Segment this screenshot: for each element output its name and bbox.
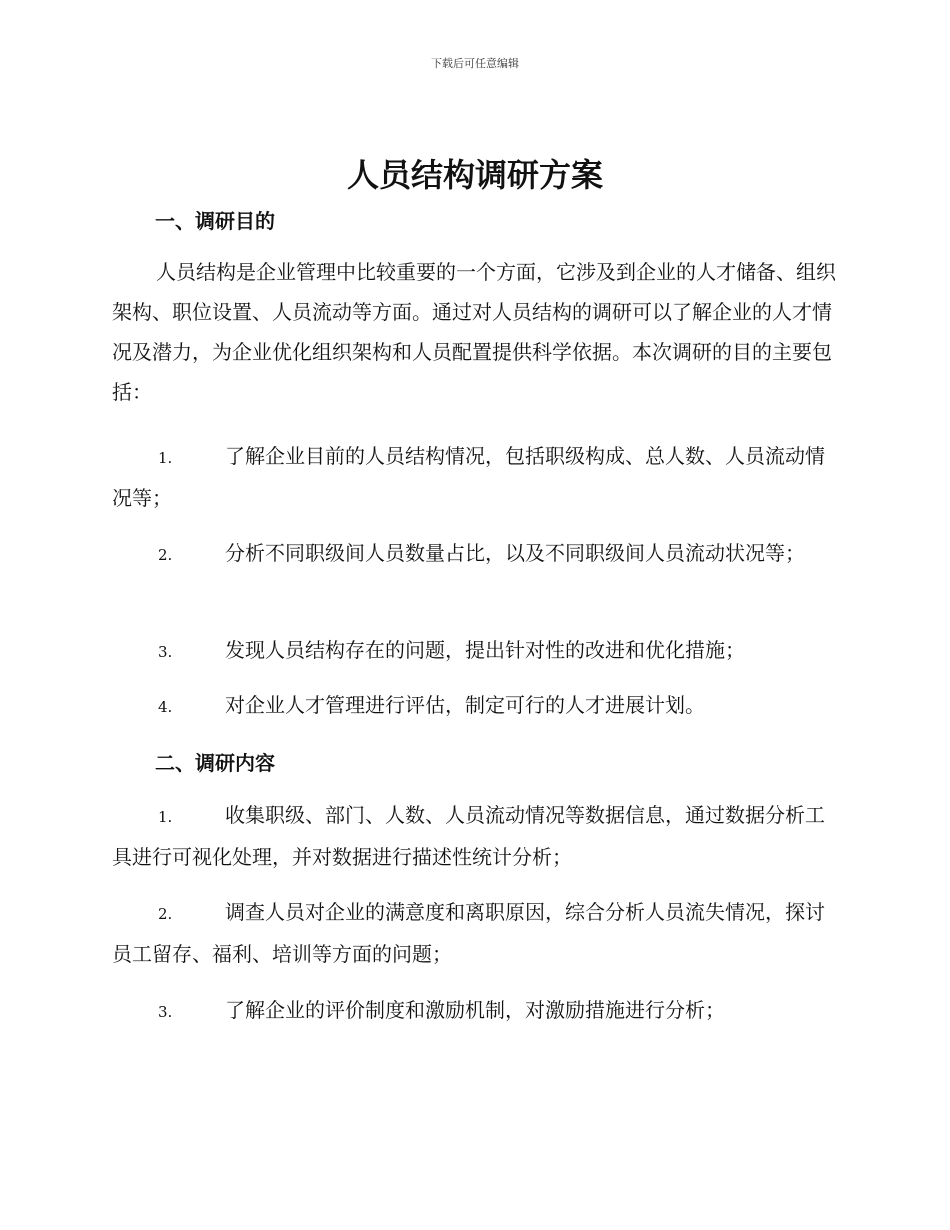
list-number: 4. [158,698,173,716]
list-text: 分析不同职级间人员数量占比，以及不同职级间人员流动状况等； [225,541,805,565]
section-heading-content: 二、调研内容 [155,751,275,775]
section-heading-purpose: 一、调研目的 [155,209,275,233]
list-number: 3. [158,1003,173,1021]
list-text: 了解企业目前的人员结构情况，包括职级构成、总人数、人员流动情况等； [112,444,825,510]
list-number: 1. [158,808,173,826]
page-header-note: 下载后可任意编辑 [431,57,519,70]
document-title: 人员结构调研方案 [346,156,603,194]
intro-paragraph: 人员结构是企业管理中比较重要的一个方面，它涉及到企业的人才储备、组织架构、职位设置、人员流动等方面。通过对人员结构的调研可以了解企业的人才情况及潜力，为企业优化组织架构和人员配置提供科学依据。本次调研的目的主要包括： [112,260,836,404]
list-text: 了解企业的评价制度和激励机制，对激励措施进行分析； [225,998,725,1022]
list-item [112,892,838,974]
list-item [112,685,838,727]
list-item [112,630,838,672]
list-number: 2. [158,546,173,564]
list-text: 对企业人才管理进行评估，制定可行的人才进展计划。 [225,693,705,717]
list-item [112,436,838,518]
list-number: 2. [158,905,173,923]
list-item [112,795,838,877]
list-text: 调查人员对企业的满意度和离职原因，综合分析人员流失情况，探讨员工留存、福利、培训等方面的问题； [112,900,825,966]
list-number: 1. [158,449,173,467]
list-item [112,990,838,1032]
list-text: 发现人员结构存在的问题，提出针对性的改进和优化措施； [225,638,745,662]
list-number: 3. [158,643,173,661]
list-text: 收集职级、部门、人数、人员流动情况等数据信息，通过数据分析工具进行可视化处理，并对数据进行描述性统计分析； [112,803,825,869]
list-item [112,533,838,575]
